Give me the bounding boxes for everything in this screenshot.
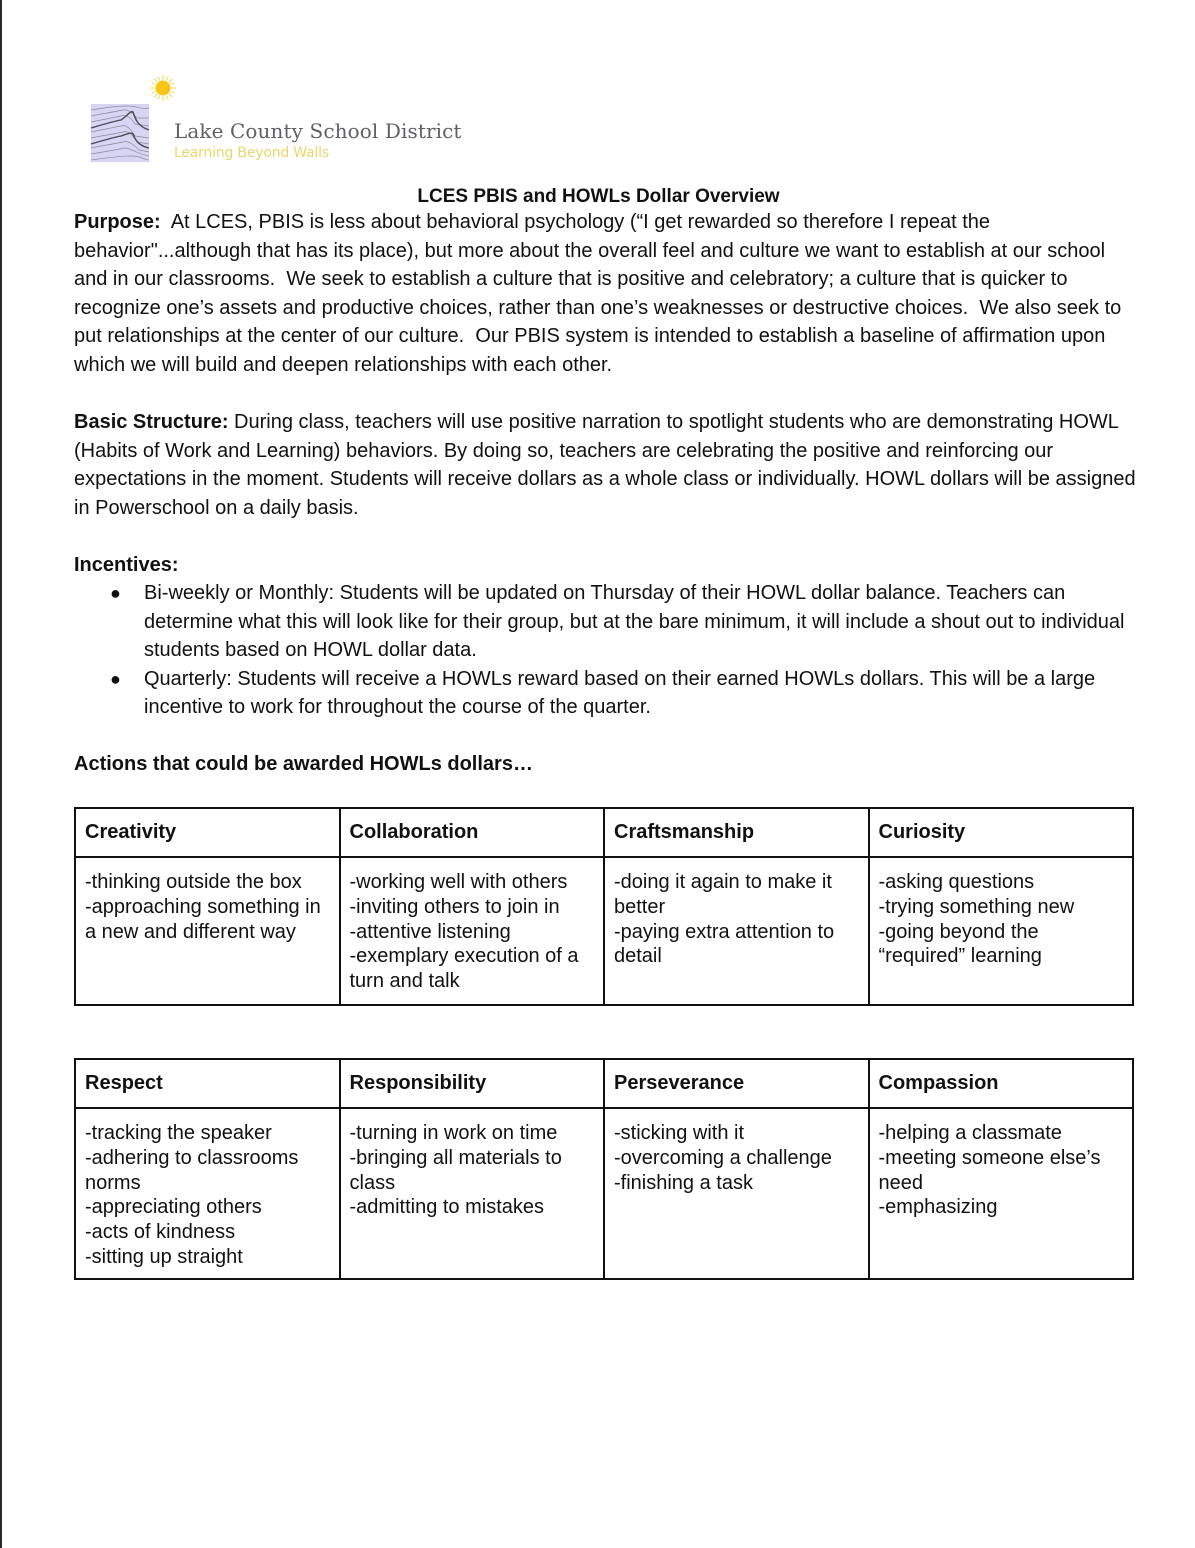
table-cell [869,857,1134,1005]
column-header: Perseverance [604,1059,869,1108]
table-header-row [75,808,1133,857]
table-cell [75,857,340,1005]
sun-icon [150,75,176,101]
howl-habits-table-1 [74,807,1134,1006]
action-item: -approaching something in a new and different way [85,895,321,943]
incentives-heading: Incentives: [74,554,179,576]
column-header: Creativity [75,808,340,857]
district-logo [90,72,490,167]
district-tagline: Learning Beyond Walls [174,145,329,161]
purpose-label: Purpose: [74,211,161,233]
action-item: -emphasizing [878,1196,998,1219]
incentive-text: Quarterly: Students will receive a HOWLs reward based on their earned HOWLs dollars. This will be a large incentive to work for throughout the course of the quarter. [144,667,1096,719]
action-item: -turning in work on time [349,1122,558,1144]
action-item: -acts of kindness [85,1221,236,1244]
action-item: -helping a classmate [878,1122,1062,1144]
basic-structure-text: During class, teachers will use positive narration to spotlight students who are demonstrating HOWL (Habits of Work and Learning) behaviors. By doing so, teachers are celebrating the positive and reinforcing our expectations in the moment. Students will receive dollars as a whole class or individually. HOWL dollars will be assigned in Powerschool on a daily basis. [74,411,1136,519]
action-item: -exemplary execution of a turn and talk [349,945,579,993]
action-item: -adhering to classrooms norms [85,1146,299,1194]
howl-habits-table-2 [74,1058,1134,1280]
list-item [74,665,1139,722]
action-item: -finishing a task [614,1171,753,1194]
document-page [2,0,1195,1548]
action-item: -going beyond the “required” learning [878,920,1042,968]
purpose-paragraph [74,208,1139,380]
table-cell [75,1108,340,1279]
bullet-icon: ● [110,668,121,689]
incentive-text: Bi-weekly or Monthly: Students will be updated on Thursday of their HOWL dollar balance. Teachers can determine what this will look like for their group, but at the bare minimum, it will include a shout out to individual students based on HOWL dollar data. [144,582,1125,662]
action-item: -attentive listening [349,920,511,943]
action-item: -overcoming a challenge [614,1146,832,1169]
purpose-text: At LCES, PBIS is less about behavioral psychology (“I get rewarded so therefore I repeat the behavior"...although that has its place), but more about the overall feel and culture we want to establish at our school and in our classrooms. We seek to establish a culture that is positive and celebratory; a culture that is quicker to recognize one’s assets and productive choices, rather than one’s weaknesses or destructive choices. We also seek to put relationships at the center of our culture. Our PBIS system is intended to establish a baseline of affirmation upon which we will build and deepen relationships with each other. [74,211,1127,376]
table-cell [604,1108,869,1279]
column-header: Respect [75,1059,340,1108]
column-header: Craftsmanship [604,808,869,857]
table-cell [340,857,605,1005]
action-item: -thinking outside the box [85,871,302,893]
list-item [74,579,1139,665]
table-cell [869,1108,1134,1279]
topographic-map-icon [91,104,149,162]
column-header: Curiosity [869,808,1134,857]
district-name: Lake County School District [174,119,462,143]
basic-structure-label: Basic Structure: [74,411,229,433]
table-row [75,857,1133,1005]
action-item: -sitting up straight [85,1245,243,1268]
bullet-icon: ● [110,583,121,603]
action-item: -asking questions [878,871,1035,893]
basic-structure-paragraph [74,408,1139,522]
column-header: Compassion [869,1059,1134,1108]
table-cell [604,857,869,1005]
action-item: -paying extra attention to detail [614,920,835,968]
action-item: -admitting to mistakes [349,1196,545,1219]
action-item: -sticking with it [614,1122,745,1144]
column-header: Collaboration [340,808,605,857]
table-row [75,1108,1133,1279]
actions-heading: Actions that could be awarded HOWLs dollars… [74,753,533,775]
table-header-row [75,1059,1133,1108]
action-item: -meeting someone else’s need [878,1146,1101,1194]
table-cell [340,1108,605,1279]
action-item: -appreciating others [85,1196,262,1219]
action-item: -tracking the speaker [85,1122,272,1144]
action-item: -trying something new [878,895,1075,918]
action-item: -doing it again to make it better [614,871,832,918]
action-item: -inviting others to join in [349,895,560,918]
incentives-list [74,579,1139,722]
action-item: -working well with others [349,871,568,893]
action-item: -bringing all materials to class [349,1146,562,1194]
document-title: LCES PBIS and HOWLs Dollar Overview [417,186,780,207]
column-header: Responsibility [340,1059,605,1108]
